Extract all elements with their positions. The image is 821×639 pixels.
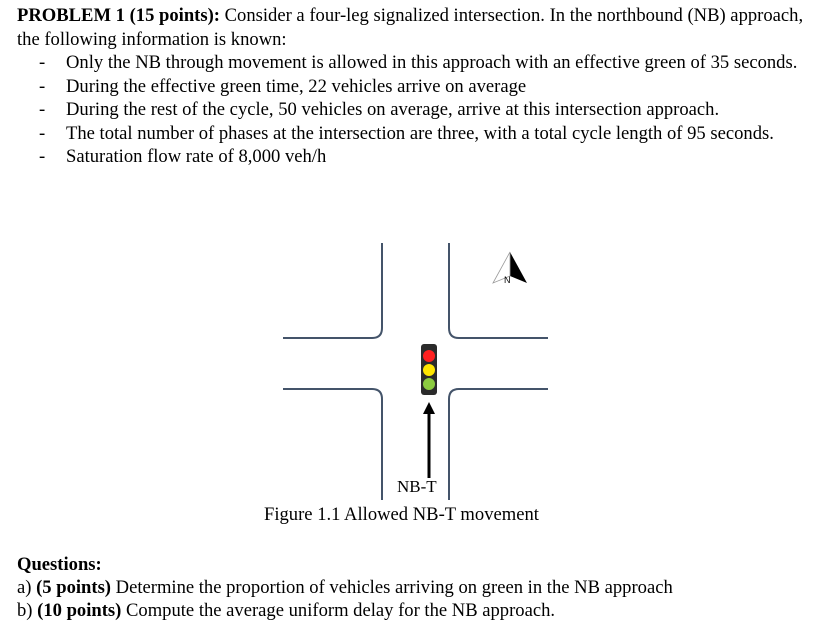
given-info-list: [17, 51, 812, 169]
question-prefix: b): [17, 600, 38, 621]
movement-label: NB-T: [397, 477, 437, 496]
list-item: - During the rest of the cycle, 50 vehicles on average, arrive at this intersection approach.: [39, 98, 812, 122]
road-edge-southwest: [283, 389, 382, 500]
traffic-signal-icon: [421, 344, 437, 395]
list-item: - During the effective green time, 22 vehicles arrive on average: [39, 75, 812, 99]
north-arrow-icon: [493, 252, 527, 285]
problem-heading: PROBLEM 1 (15 points):: [17, 5, 220, 26]
questions-heading: Questions:: [17, 554, 102, 575]
signal-yellow-light: [423, 364, 435, 376]
list-item: - The total number of phases at the intersection are three, with a total cycle length of 95 seconds.: [39, 122, 812, 146]
signal-green-light: [423, 378, 435, 390]
list-item: - Only the NB through movement is allowed in this approach with an effective green of 35 seconds.: [39, 51, 812, 75]
question-points: (10 points): [37, 600, 122, 621]
question-text: Determine the proportion of vehicles arriving on green in the NB approach: [111, 577, 673, 598]
problem-statement: [17, 4, 812, 169]
question-a: [17, 576, 812, 599]
problem-intro: [17, 4, 812, 51]
road-edge-southeast: [449, 389, 548, 500]
question-prefix: a): [17, 577, 37, 598]
nb-through-arrow-icon: [423, 402, 435, 478]
list-item: - Saturation flow rate of 8,000 veh/h: [39, 145, 812, 169]
problem-intro-text: Consider a four-leg signalized intersection. In the northbound (NB) approach, the following information is known:: [17, 5, 804, 50]
signal-red-light: [423, 350, 435, 362]
north-label: N: [504, 275, 511, 285]
question-text: Compute the average uniform delay for the NB approach.: [121, 600, 556, 621]
road-edge-northeast: [449, 243, 548, 338]
questions-section: [17, 553, 812, 622]
question-b: [17, 599, 812, 622]
question-points: (5 points): [36, 577, 111, 598]
figure-caption: Figure 1.1 Allowed NB-T movement: [264, 504, 539, 525]
road-edge-northwest: [283, 243, 382, 338]
